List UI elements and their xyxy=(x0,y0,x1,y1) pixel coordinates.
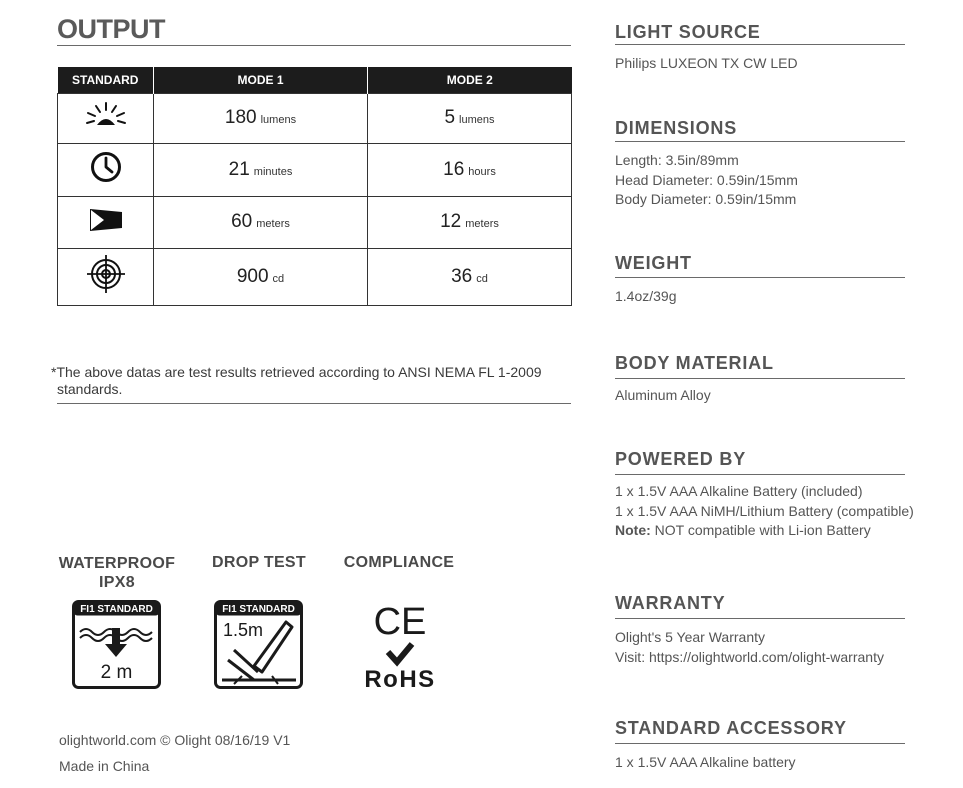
compliance-badge xyxy=(360,600,440,697)
header-mode-1: MODE 1 xyxy=(154,67,368,93)
clock-icon xyxy=(89,150,123,184)
drop-test-title: DROP TEST xyxy=(212,554,306,571)
waterproof-title: WATERPROOF xyxy=(58,555,176,572)
mode2-unit: lumens xyxy=(459,114,495,126)
compliance-title: COMPLIANCE xyxy=(343,554,455,571)
powered-by-line-1: 1 x 1.5V AAA Alkaline Battery (included) xyxy=(615,483,863,499)
test-note xyxy=(51,364,581,398)
output-divider xyxy=(57,45,571,46)
powered-by-text xyxy=(615,482,914,541)
mode2-unit: hours xyxy=(468,165,496,178)
table-row xyxy=(58,196,572,248)
drop-test-badge xyxy=(214,600,303,694)
warranty-line-1: Olight's 5 Year Warranty xyxy=(615,629,766,645)
body-material-divider xyxy=(615,378,905,379)
drop-height: 1.5m xyxy=(223,620,264,640)
mode2-cell xyxy=(368,248,572,305)
powered-by-title: POWERED BY xyxy=(615,449,747,469)
checkmark-icon xyxy=(388,644,412,662)
mode2-unit: meters xyxy=(465,218,499,230)
mode2-value: 12 xyxy=(440,211,462,232)
waterproof-badge-art xyxy=(72,600,161,689)
body-material-text xyxy=(615,386,711,406)
table-header-row xyxy=(58,67,572,93)
table-row xyxy=(58,143,572,196)
output-table xyxy=(57,67,572,306)
standard-accessory-value: 1 x 1.5V AAA Alkaline battery xyxy=(615,754,796,770)
light-source-line: Philips LUXEON TX CW LED xyxy=(615,55,798,71)
weight-text xyxy=(615,287,677,307)
body-material-title: BODY MATERIAL xyxy=(615,353,774,373)
header-mode-2: MODE 2 xyxy=(368,67,572,93)
powered-by-note xyxy=(615,521,914,541)
mode1-unit: lumens xyxy=(260,114,297,126)
output-title: OUTPUT xyxy=(57,14,165,44)
note-text: NOT compatible with Li-ion Battery xyxy=(654,522,871,538)
weight-divider xyxy=(615,277,905,278)
weight-title: WEIGHT xyxy=(615,253,692,273)
table-row xyxy=(58,248,572,305)
rohs-mark: RoHS xyxy=(364,666,436,692)
mode1-cell xyxy=(154,93,368,143)
note-divider xyxy=(57,403,571,404)
warranty-divider xyxy=(615,618,905,619)
footer-origin: Made in China xyxy=(59,758,150,774)
waterproof-badge xyxy=(72,600,161,694)
target-icon xyxy=(86,254,126,294)
warranty-link[interactable]: Visit: https://olightworld.com/olight-warranty xyxy=(615,648,884,665)
waterproof-heading xyxy=(58,554,176,592)
mode2-cell xyxy=(368,196,572,248)
dimensions-length: Length: 3.5in/89mm xyxy=(615,152,739,168)
mode2-value: 5 xyxy=(444,107,456,128)
mode1-unit: minutes xyxy=(253,165,293,178)
mode2-unit: cd xyxy=(476,272,488,285)
drop-test-standard-label: FI1 STANDARD xyxy=(222,604,295,615)
waterproof-depth: 2 m xyxy=(100,662,133,683)
light-source-divider xyxy=(615,44,905,45)
dimensions-divider xyxy=(615,141,905,142)
mode2-value: 36 xyxy=(451,265,473,287)
standard-accessory-title: STANDARD ACCESSORY xyxy=(615,718,847,738)
icon-cell xyxy=(58,93,154,143)
compliance-badge-art xyxy=(360,600,440,692)
waterproof-rating: IPX8 xyxy=(99,574,135,591)
note-label: Note: xyxy=(615,522,651,538)
dimensions-title: DIMENSIONS xyxy=(615,118,738,138)
mode1-cell xyxy=(154,196,368,248)
powered-by-divider xyxy=(615,474,905,475)
test-note-line-1: *The above datas are test results retrieved according to ANSI NEMA FL 1-2009 xyxy=(51,364,542,380)
mode2-cell xyxy=(368,93,572,143)
waterproof-standard-label: FI1 STANDARD xyxy=(80,604,153,615)
standard-accessory-divider xyxy=(615,743,905,744)
body-material-value: Aluminum Alloy xyxy=(615,387,711,403)
ce-mark: CE xyxy=(373,601,427,643)
test-note-line-2: standards. xyxy=(57,381,123,397)
icon-cell xyxy=(58,196,154,248)
dimensions-text xyxy=(615,151,798,210)
light-source-text xyxy=(615,54,798,74)
light-source-title: LIGHT SOURCE xyxy=(615,22,761,42)
mode1-value: 21 xyxy=(228,158,250,180)
warranty-title: WARRANTY xyxy=(615,593,726,613)
dimensions-head: Head Diameter: 0.59in/15mm xyxy=(615,171,798,188)
mode1-value: 180 xyxy=(224,107,257,128)
drop-test-badge-art xyxy=(214,600,303,689)
mode2-cell xyxy=(368,143,572,196)
warranty-text xyxy=(615,628,884,667)
header-standard: STANDARD xyxy=(58,67,154,93)
mode1-value: 60 xyxy=(231,211,253,232)
weight-value: 1.4oz/39g xyxy=(615,288,677,304)
dimensions-body: Body Diameter: 0.59in/15mm xyxy=(615,191,797,207)
powered-by-line-2: 1 x 1.5V AAA NiMH/Lithium Battery (compatible) xyxy=(615,502,914,519)
mode1-unit: meters xyxy=(256,218,290,230)
icon-cell xyxy=(58,248,154,305)
mode2-value: 16 xyxy=(443,158,465,180)
mode1-value: 900 xyxy=(236,265,269,287)
mode1-cell xyxy=(154,143,368,196)
icon-cell xyxy=(58,143,154,196)
beam-distance-icon xyxy=(88,207,124,233)
table-row xyxy=(58,93,572,143)
brightness-icon xyxy=(84,101,128,131)
mode1-unit: cd xyxy=(272,272,285,285)
standard-accessory-text xyxy=(615,753,796,773)
footer-copyright: olightworld.com © Olight 08/16/19 V1 xyxy=(59,732,291,748)
mode1-cell xyxy=(154,248,368,305)
